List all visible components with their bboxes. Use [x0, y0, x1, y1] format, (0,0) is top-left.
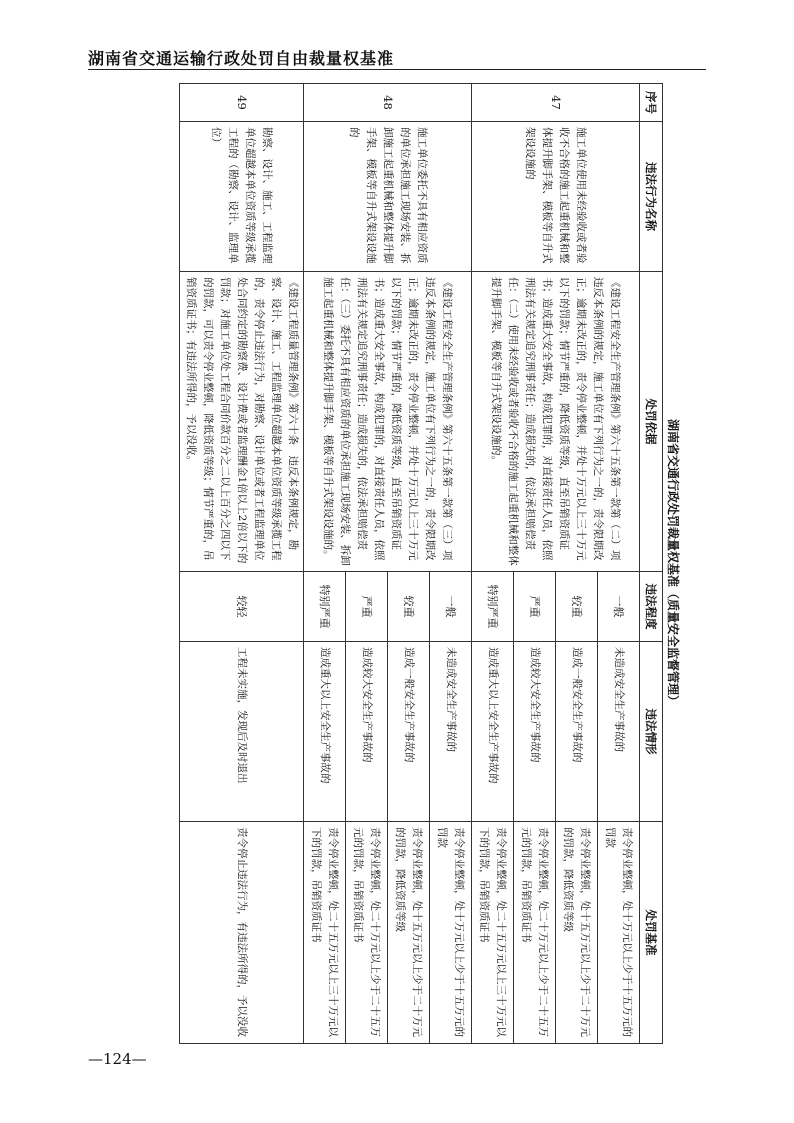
circumstance-cell: 造成一般安全生产事故的 — [388, 642, 430, 822]
header-seq: 序号 — [640, 84, 663, 122]
circumstance-cell: 造成一般安全生产事故的 — [556, 642, 598, 822]
seq-cell: 48 — [304, 84, 472, 122]
seq-cell: 47 — [472, 84, 640, 122]
page-number: —124— — [88, 1050, 147, 1068]
legal-basis-cell: 《建设工程安全生产管理条例》第六十五条第一款第（三）项 违反本条例的规定，施工单位有下列行为之一的，责令限期改正；逾期未改正的，责令停业整顿，并处十万元以上三十万元以下的罚款；情节严重的，降低资质等级，直至吊销资质证书；造成重大安全事故，构成犯罪的，对直接责任人员，依照刑法有关规定追究刑事责任；造成损失的，依法承担赔偿责任：（三）委托不具有相应资质的单位承担施工现场安装、拆卸施工起重机械和整体提升脚手架、模板等自升式架设设施的。 — [304, 272, 472, 572]
rotated-table-frame — [113, 83, 683, 1043]
circumstance-cell: 未造成安全生产事故的 — [430, 642, 472, 822]
circumstance-cell: 工程未实施，发现后及时退出 — [180, 642, 304, 822]
table-header-row — [640, 84, 663, 1044]
header-standard: 处罚基准 — [640, 822, 663, 1044]
table-title: 湖南省交通行政处罚裁量权基准（质量安全监督管理） — [666, 418, 680, 707]
seq-cell: 49 — [180, 84, 304, 122]
standard-cell: 责令停止违法行为，有违法所得的，予以没收 — [180, 822, 304, 1044]
standard-cell: 责令停业整顿，处二十五万元以上三十万元以下的罚款，吊销资质证书 — [472, 822, 514, 1044]
header-name: 违法行为名称 — [640, 122, 663, 272]
degree-cell: 较重 — [388, 572, 430, 642]
rotated-table-content — [113, 83, 683, 1043]
degree-cell: 一般 — [430, 572, 472, 642]
circumstance-cell: 造成重大以上安全生产事故的 — [304, 642, 346, 822]
standard-cell: 责令停业整顿，处十五万元以上少于二十万元的罚款，降低资质等级 — [556, 822, 598, 1044]
header-rule — [88, 69, 706, 70]
circumstance-cell: 未造成安全生产事故的 — [598, 642, 640, 822]
standard-cell: 责令停业整顿，处二十万元以上少于二十五万元的罚款，吊销资质证书 — [514, 822, 556, 1044]
circumstance-cell: 造成重大以上安全生产事故的 — [472, 642, 514, 822]
standard-cell: 责令停业整顿，处二十五万元以上三十万元以下的罚款，吊销资质证书 — [304, 822, 346, 1044]
header-basis: 处罚依据 — [640, 272, 663, 572]
running-header: 湖南省交通运输行政处罚自由裁量权基准 — [88, 49, 395, 68]
header-circumstance: 违法情形 — [640, 642, 663, 822]
standard-cell: 责令停业整顿，处十五万元以上少于二十万元的罚款，降低资质等级 — [388, 822, 430, 1044]
penalty-table — [179, 83, 663, 1044]
degree-cell: 严重 — [514, 572, 556, 642]
circumstance-cell: 造成较大安全生产事故的 — [514, 642, 556, 822]
violation-name-cell: 施工单位使用未经验收或者验收不合格的施工起重机械和整体提升脚手架、模板等自升式架设设施的 — [472, 122, 640, 272]
legal-basis-cell: 《建设工程质量管理条例》第六十条 违反本条例规定，勘察、设计、施工、工程监理单位超越本单位资质等级承揽工程的，责令停止违法行为，对勘察、设计单位或者工程监理单位处合同约定的勘察费、设计费或者监理酬金1倍以上2倍以下的罚款；对施工单位处工程合同价款百分之二以上百分之四以下的罚款，可以责令停业整顿，降低资质等级；情节严重的，吊销资质证书；有违法所得的，予以没收。 — [180, 272, 304, 572]
standard-cell: 责令停业整顿，处十万元以上少于十五万元的罚款 — [430, 822, 472, 1044]
degree-cell: 特别严重 — [304, 572, 346, 642]
violation-name-cell: 勘察、设计、施工、工程监理单位超越本单位资质等级承揽工程的（勘察、设计、监理单位） — [180, 122, 304, 272]
violation-name-cell: 施工单位委托不具有相应资质的单位承担施工现场安装、拆卸施工起重机械和整体提升脚手架、模板等自升式架设设施的 — [304, 122, 472, 272]
standard-cell: 责令停业整顿，处二十万元以上少于二十五万元的罚款，吊销资质证书 — [346, 822, 388, 1044]
standard-cell: 责令停业整顿，处十万元以上少于十五万元的罚款 — [598, 822, 640, 1044]
legal-basis-cell: 《建设工程安全生产管理条例》第六十五条第一款第（二）项 违反本条例的规定，施工单位有下列行为之一的，责令限期改正；逾期未改正的，责令停业整顿，并处十万元以上三十万元以下的罚款；情节严重的，降低资质等级，直至吊销资质证书；造成重大安全事故，构成犯罪的，对直接责任人员，依照刑法有关规定追究刑事责任；造成损失的，依法承担赔偿责任：（二）使用未经验收或者验收不合格的施工起重机械和整体提升脚手架、模板等自升式架设设施的。 — [472, 272, 640, 572]
degree-cell: 较重 — [556, 572, 598, 642]
degree-cell: 一般 — [598, 572, 640, 642]
table-row — [180, 84, 304, 1044]
degree-cell: 特别严重 — [472, 572, 514, 642]
header-degree: 违法程度 — [640, 572, 663, 642]
table-row — [598, 84, 640, 1044]
circumstance-cell: 造成较大安全生产事故的 — [346, 642, 388, 822]
degree-cell: 严重 — [346, 572, 388, 642]
table-row — [430, 84, 472, 1044]
degree-cell: 较轻 — [180, 572, 304, 642]
